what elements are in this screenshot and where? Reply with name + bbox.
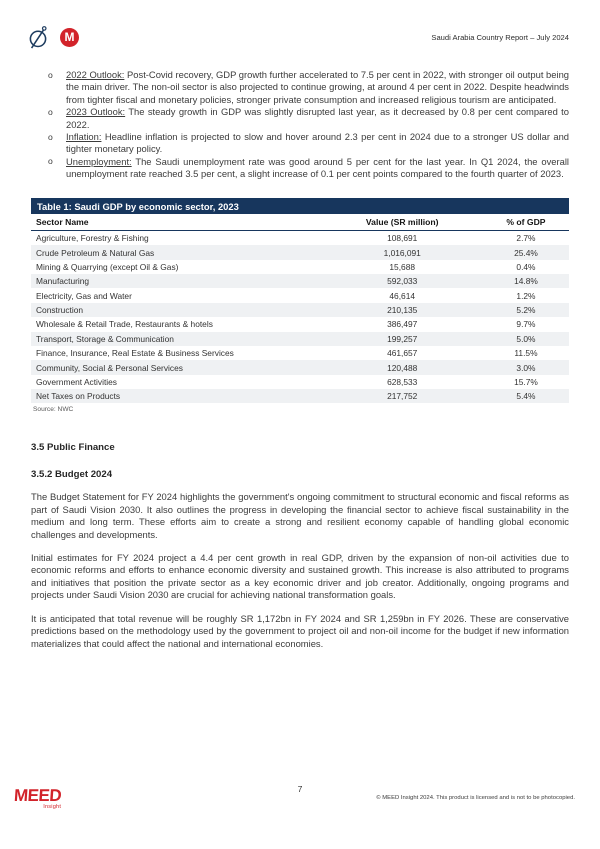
paragraph: It is anticipated that total revenue will be roughly SR 1,172bn in FY 2024 and SR 1,259bn in FY 2026. These are conservative predictions based on the methodology used by the government to project oil and non-oil income for the budget if new information materializes that could affect the national and international economies. [31, 612, 569, 649]
compass-logo-icon [27, 25, 49, 50]
value-cell: 120,488 [387, 362, 418, 373]
sector-cell: Construction [36, 305, 84, 315]
page-number: 7 [297, 784, 303, 794]
meed-wordmark: MEED [13, 786, 62, 805]
bullet-text: The Saudi unemployment rate was good around 5 per cent for the last year. In Q1 2024, the overall unemployment rate reached 3.5 per cent, a slight increase of 0.1 per cent points compared to the fourth quarter of 2023. [66, 155, 569, 180]
table-source-note: Source: NWC [33, 406, 74, 414]
pct-cell: 5.0% [516, 333, 536, 344]
column-header-pct: % of GDP [483, 214, 569, 230]
header-logos [27, 25, 79, 50]
value-cell: 46,614 [389, 290, 416, 301]
table-row [31, 317, 569, 331]
sector-cell: Manufacturing [36, 276, 90, 287]
bullet-marker: o [48, 69, 53, 80]
table-row [31, 288, 569, 302]
page-header [27, 25, 569, 49]
sector-cell: Finance, Insurance, Real Estate & Business Services [36, 348, 234, 359]
sector-cell: Government Activities [36, 376, 117, 387]
section-heading-public-finance: 3.5 Public Finance [31, 442, 115, 454]
value-cell: 15,688 [389, 261, 416, 272]
pct-cell: 2.7% [516, 233, 536, 244]
table-row [31, 245, 569, 259]
table-row [31, 260, 569, 274]
table-row [31, 230, 569, 245]
table-row [31, 274, 569, 288]
bullet-text: Post-Covid recovery, GDP growth further accelerated to 7.5 per cent in 2022, with stronger oil output being the main driver. The non-oil sector is also projected to continue growing, at around 4 per cent in 2022. Despite headwinds from tighter fiscal and monetary policies, stronger private consumption and increased religious tourism are anticipated. [66, 69, 569, 105]
list-item [47, 106, 569, 131]
bullet-label: Unemployment: [66, 155, 132, 167]
pct-cell: 5.2% [516, 305, 536, 315]
value-cell: 210,135 [387, 305, 418, 315]
sector-cell: Transport, Storage & Communication [36, 333, 174, 344]
paragraph: The Budget Statement for FY 2024 highlights the government's ongoing commitment to structural economic and fiscal reforms as part of Saudi Vision 2030. It also outlines the progress in developing the financial sector to achieve fiscal sustainability in the medium and long term. These efforts aim to create a strong and resilient economy capable of handling global economic challenges and developments. [31, 491, 569, 540]
sector-cell: Community, Social & Personal Services [36, 362, 183, 373]
paragraph: Initial estimates for FY 2024 project a 4.4 per cent growth in real GDP, driven by the expansion of non-oil activities due to economic reforms and efforts to enhance economic diversity and sustained growth. This increase is also attributed to programs and initiatives that position the private sector as a key economic driver and job creator. Additionally, ongoing programs and projects under Saudi Vision 2030 are crucial for achieving national transformation goals. [31, 552, 569, 601]
table-row [31, 375, 569, 389]
pct-cell: 5.4% [516, 391, 536, 402]
pct-cell: 25.4% [514, 247, 538, 258]
table-header-row [31, 214, 569, 230]
copyright-notice: © MEED Insight 2024. This product is licensed and is not to be photocopied. [376, 795, 575, 801]
bullet-marker: o [48, 131, 53, 142]
table-row [31, 303, 569, 317]
pct-cell: 14.8% [514, 276, 538, 287]
table-title: Table 1: Saudi GDP by economic sector, 2023 [31, 198, 569, 215]
value-cell: 199,257 [387, 333, 418, 344]
value-cell: 386,497 [387, 319, 418, 330]
value-cell: 461,657 [387, 348, 418, 359]
section-heading-budget-2024: 3.5.2 Budget 2024 [31, 469, 113, 481]
bullet-text: The steady growth in GDP was slightly disrupted last year, as it decreased by 0.8 per cent compared to 2022. [66, 106, 569, 130]
bullet-text: Headline inflation is projected to slow and hover around 2.3 per cent in 2024 due to a stronger US dollar and tighter monetary policy. [66, 131, 569, 155]
report-title: Saudi Arabia Country Report – July 2024 [431, 32, 569, 42]
value-cell: 108,691 [387, 233, 418, 244]
gdp-table [31, 214, 569, 403]
list-item [47, 156, 569, 181]
table-row [31, 389, 569, 403]
value-cell: 628,533 [387, 376, 418, 387]
table-row [31, 360, 569, 374]
pct-cell: 1.2% [516, 290, 536, 301]
outlook-bullet-list [47, 69, 569, 181]
column-header-value: Value (SR million) [322, 214, 483, 230]
sector-cell: Crude Petroleum & Natural Gas [36, 247, 155, 258]
sector-cell: Agriculture, Forestry & Fishing [36, 233, 149, 244]
value-cell: 592,033 [387, 276, 418, 287]
pct-cell: 11.5% [514, 348, 538, 359]
sector-cell: Wholesale & Retail Trade, Restaurants & hotels [36, 319, 213, 330]
bullet-marker: o [48, 106, 53, 117]
gdp-table-section [31, 198, 569, 414]
meed-m-logo-icon: M [60, 28, 79, 47]
list-item [47, 131, 569, 156]
table-row [31, 332, 569, 346]
value-cell: 217,752 [387, 391, 418, 402]
meed-insight-sublabel: Insight [43, 804, 62, 810]
pct-cell: 15.7% [514, 376, 538, 387]
page-content [31, 63, 569, 659]
pct-cell: 3.0% [516, 362, 536, 373]
sector-cell: Electricity, Gas and Water [36, 290, 132, 301]
bullet-label: Inflation: [66, 131, 102, 143]
pct-cell: 9.7% [516, 319, 536, 330]
bullet-marker: o [48, 156, 53, 167]
list-item [47, 69, 569, 106]
value-cell: 1,016,091 [383, 247, 421, 258]
pct-cell: 0.4% [516, 261, 536, 272]
table-row [31, 346, 569, 360]
bullet-label: 2022 Outlook: [66, 69, 125, 80]
bullet-label: 2023 Outlook: [66, 106, 126, 118]
sector-cell: Net Taxes on Products [36, 391, 121, 402]
sector-cell: Mining & Quarrying (except Oil & Gas) [36, 261, 179, 272]
column-header-sector: Sector Name [31, 214, 322, 230]
